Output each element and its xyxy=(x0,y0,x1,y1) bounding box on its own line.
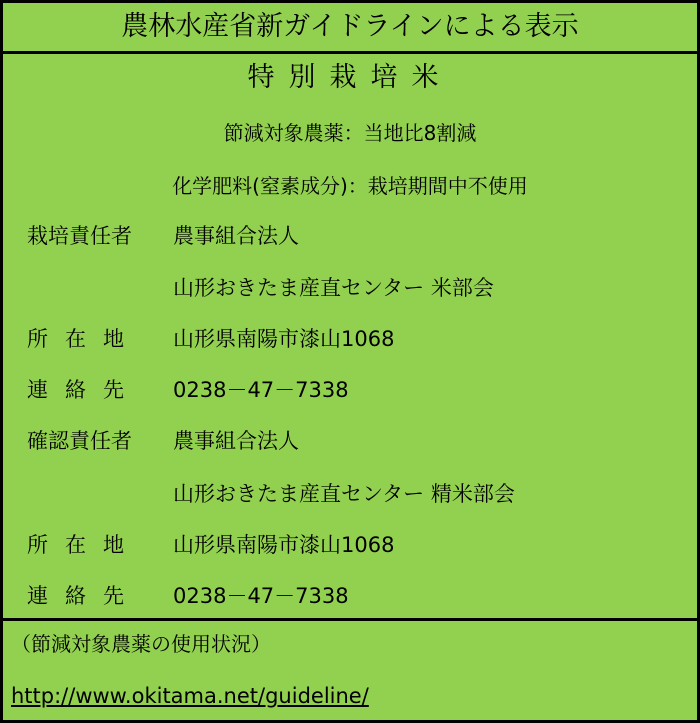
pesticide-reduction: 節減対象農薬：当地比8割減 xyxy=(223,121,477,145)
cultivation-address: 山形県南陽市漆山1068 xyxy=(173,327,395,351)
footer-divider xyxy=(3,618,697,621)
verification-contact-label: 連絡先 xyxy=(27,584,141,608)
verification-address-label: 所在地 xyxy=(27,533,141,557)
cultivation-organization-name: 山形おきたま産直センター 米部会 xyxy=(173,276,494,300)
title-divider xyxy=(3,51,697,54)
cultivation-contact-label: 連絡先 xyxy=(27,378,141,402)
cultivation-responsible-label: 栽培責任者 xyxy=(27,224,132,248)
verification-organization-name: 山形おきたま産直センター 精米部会 xyxy=(173,482,515,506)
fertilizer-usage: 化学肥料(窒素成分)：栽培期間中不使用 xyxy=(172,174,528,198)
guideline-link[interactable]: http://www.okitama.net/guideline/ xyxy=(11,684,369,708)
label-title: 農林水産省新ガイドラインによる表示 xyxy=(121,11,579,42)
product-heading: 特別栽培米 xyxy=(247,62,453,93)
verification-responsible-label: 確認責任者 xyxy=(27,429,132,453)
cultivation-organization-type: 農事組合法人 xyxy=(173,224,299,248)
pesticide-usage-note: （節減対象農薬の使用状況） xyxy=(11,632,271,656)
cultivation-address-label: 所在地 xyxy=(27,327,141,351)
verification-organization-type: 農事組合法人 xyxy=(173,429,299,453)
verification-phone: 0238－47－7338 xyxy=(173,584,349,608)
verification-address: 山形県南陽市漆山1068 xyxy=(173,533,395,557)
cultivation-phone: 0238－47－7338 xyxy=(173,378,349,402)
